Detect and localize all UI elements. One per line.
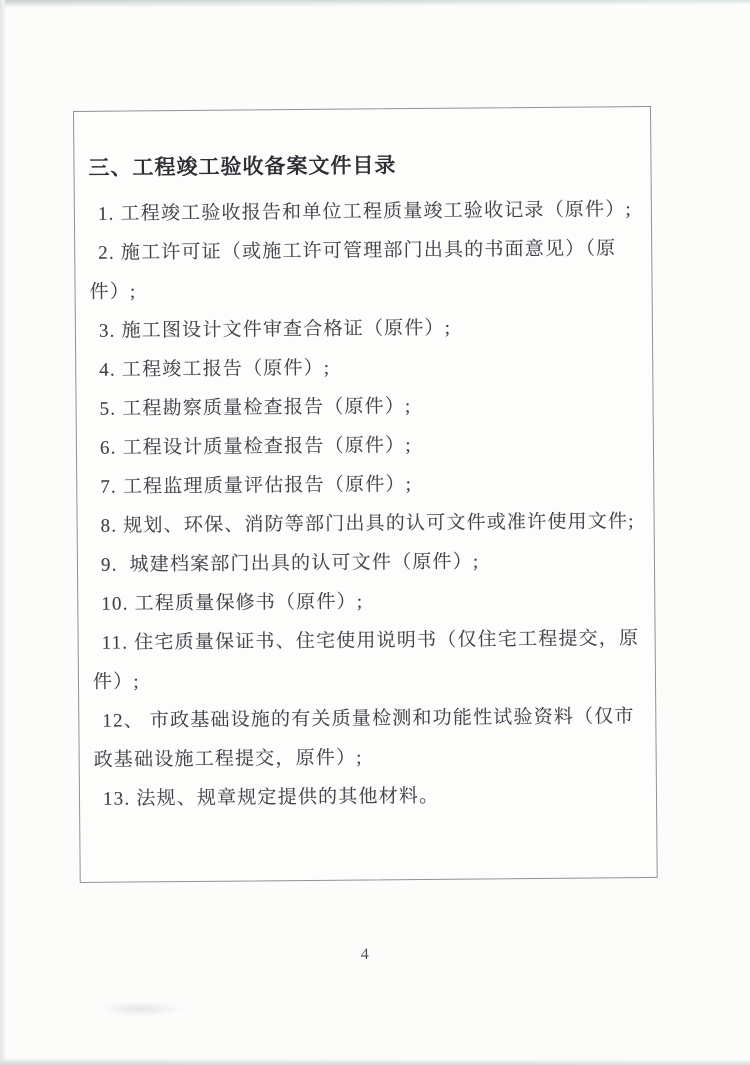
page-number: 4 (360, 946, 370, 963)
scan-smudge (96, 1001, 186, 1017)
list-item: 12、 市政基础设施的有关质量检测和功能性试验资料（仅市政基础设施工程提交，原件）; (93, 706, 635, 771)
list-item: 4. 工程竣工报告（原件）; (99, 357, 331, 381)
list-item: 2. 施工许可证（或施工许可管理部门出具的书面意见）（原件）; (89, 238, 617, 303)
scan-edge-bottom (0, 1058, 750, 1065)
list-item: 9. 城建档案部门出具的认可文件（原件）; (100, 551, 480, 576)
document-frame (73, 106, 658, 883)
list-item: 6. 工程设计质量检查报告（原件）; (99, 435, 412, 459)
list-item: 10. 工程质量保修书（原件）; (101, 591, 364, 615)
document-list (89, 190, 650, 819)
section-title: 三、工程竣工验收备案文件目录 (88, 154, 397, 180)
list-item: 5. 工程勘察质量检查报告（原件）; (99, 396, 412, 420)
list-item: 7. 工程监理质量评估报告（原件）; (100, 474, 413, 498)
list-item: 11. 住宅质量保证书、住宅使用说明书（仅住宅工程提交，原件）; (92, 628, 640, 693)
scan-edge-top (0, 0, 750, 8)
list-item: 3. 施工图设计文件审查合格证（原件）; (98, 317, 452, 342)
scan-edge-left (0, 0, 6, 1065)
list-item: 1. 工程竣工验收报告和单位工程质量竣工验收记录（原件）; (97, 199, 633, 225)
list-item: 8. 规划、环保、消防等部门出具的认可文件或准许使用文件; (100, 511, 635, 537)
list-item: 13. 法规、规章规定提供的其他材料。 (102, 785, 440, 810)
